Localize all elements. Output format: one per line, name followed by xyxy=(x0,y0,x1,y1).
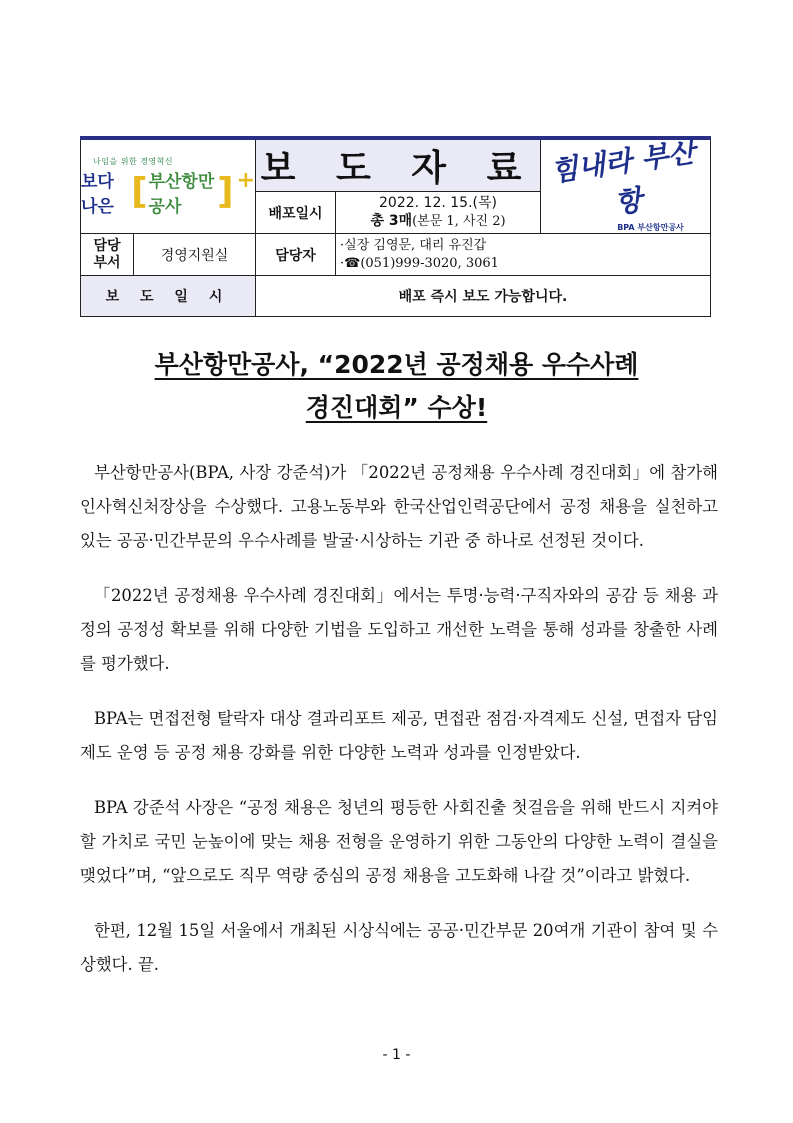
headline-line-1: 부산항만공사, “2022년 공정채용 우수사례 xyxy=(154,350,639,379)
press-release-header xyxy=(80,136,711,317)
bracket-right-icon: ] xyxy=(217,171,234,212)
distribution-pages: 총 3매 xyxy=(370,213,413,229)
logo-main-text: 보다 나은 xyxy=(81,172,114,217)
busan-port-logo xyxy=(541,135,711,234)
headline xyxy=(60,343,733,429)
paragraph-3: BPA는 면접전형 탈락자 대상 결과리포트 제공, 면접관 점검·자격제도 신설, 면접자 담임 제도 운영 등 공정 채용 강화를 위한 다양한 노력과 성과를 인정받았다. xyxy=(80,709,718,762)
distribution-pages-detail: (본문 1, 사진 2) xyxy=(412,214,506,229)
report-date-label: 보 도 일 시 xyxy=(81,276,256,317)
article-body xyxy=(80,456,718,1003)
plus-icon: + xyxy=(236,167,255,193)
page-number: - 1 - xyxy=(382,1047,411,1063)
report-date-value: 배포 즉시 보도 가능합니다. xyxy=(256,276,711,317)
bpa-slogan-logo xyxy=(81,138,256,234)
distribution-label: 배포일시 xyxy=(256,192,336,234)
paragraph-2: 「2022년 공정채용 우수사례 경진대회」에서는 투명·능력·구직자와의 공감 등 채용 과정의 공정성 확보를 위해 다양한 기법을 도입하고 개선한 노력을 통해 성과를 창출한 사례를 평가했다. xyxy=(80,586,718,673)
logo-slogan: 나임을 위한 경영혁신 xyxy=(93,157,174,166)
paragraph-5: 한편, 12월 15일 서울에서 개최된 시상식에는 공공·민간부문 20여개 기관이 참여 및 수상했다. 끝. xyxy=(80,921,718,974)
logo-org-name: 부산항만공사 xyxy=(148,172,215,217)
headline-line-2: 경진대회” 수상! xyxy=(305,393,488,422)
contact-names: ·실장 김영문, 대리 유진갑 xyxy=(340,237,487,253)
contact-phone: ·☎(051)999-3020, 3061 xyxy=(340,255,499,271)
distribution-date: 2022. 12. 15.(목) xyxy=(379,195,497,211)
document-title: 보 도 자 료 xyxy=(256,138,541,192)
dept-value: 경영지원실 xyxy=(160,247,229,264)
bpa-mark: BPA 부산항만공사 xyxy=(617,223,684,232)
paragraph-4: BPA 강준석 사장은 “공정 채용은 청년의 평등한 사회진출 첫걸음을 위해 반드시 지켜야 할 가치로 국민 눈높이에 맞는 채용 전형을 운영하기 위한 그동안의 다양한 노력이 결실을 맺었다”며, “앞으로도 직무 역량 중심의 공정 채용을 고도화해 나갈 것”이라고 밝혔다. xyxy=(80,798,718,885)
contact-info xyxy=(336,234,711,276)
dept-row xyxy=(81,234,256,276)
logo-calligraphy: 힘내라 부산항 xyxy=(548,135,698,220)
contact-label: 담당자 xyxy=(256,234,336,276)
dept-label: 담당부서 xyxy=(81,234,134,275)
distribution-info xyxy=(336,192,541,234)
paragraph-1: 부산항만공사(BPA, 사장 강준석)가 「2022년 공정채용 우수사례 경진대회」에 참가해 인사혁신처장상을 수상했다. 고용노동부와 한국산업인력공단에서 공정 채용을 실천하고 있는 공공·민간부문의 우수사례를 발굴·시상하는 기관 중 하나로 선정된 것이다. xyxy=(80,463,718,550)
bracket-left-icon: [ xyxy=(131,171,148,212)
